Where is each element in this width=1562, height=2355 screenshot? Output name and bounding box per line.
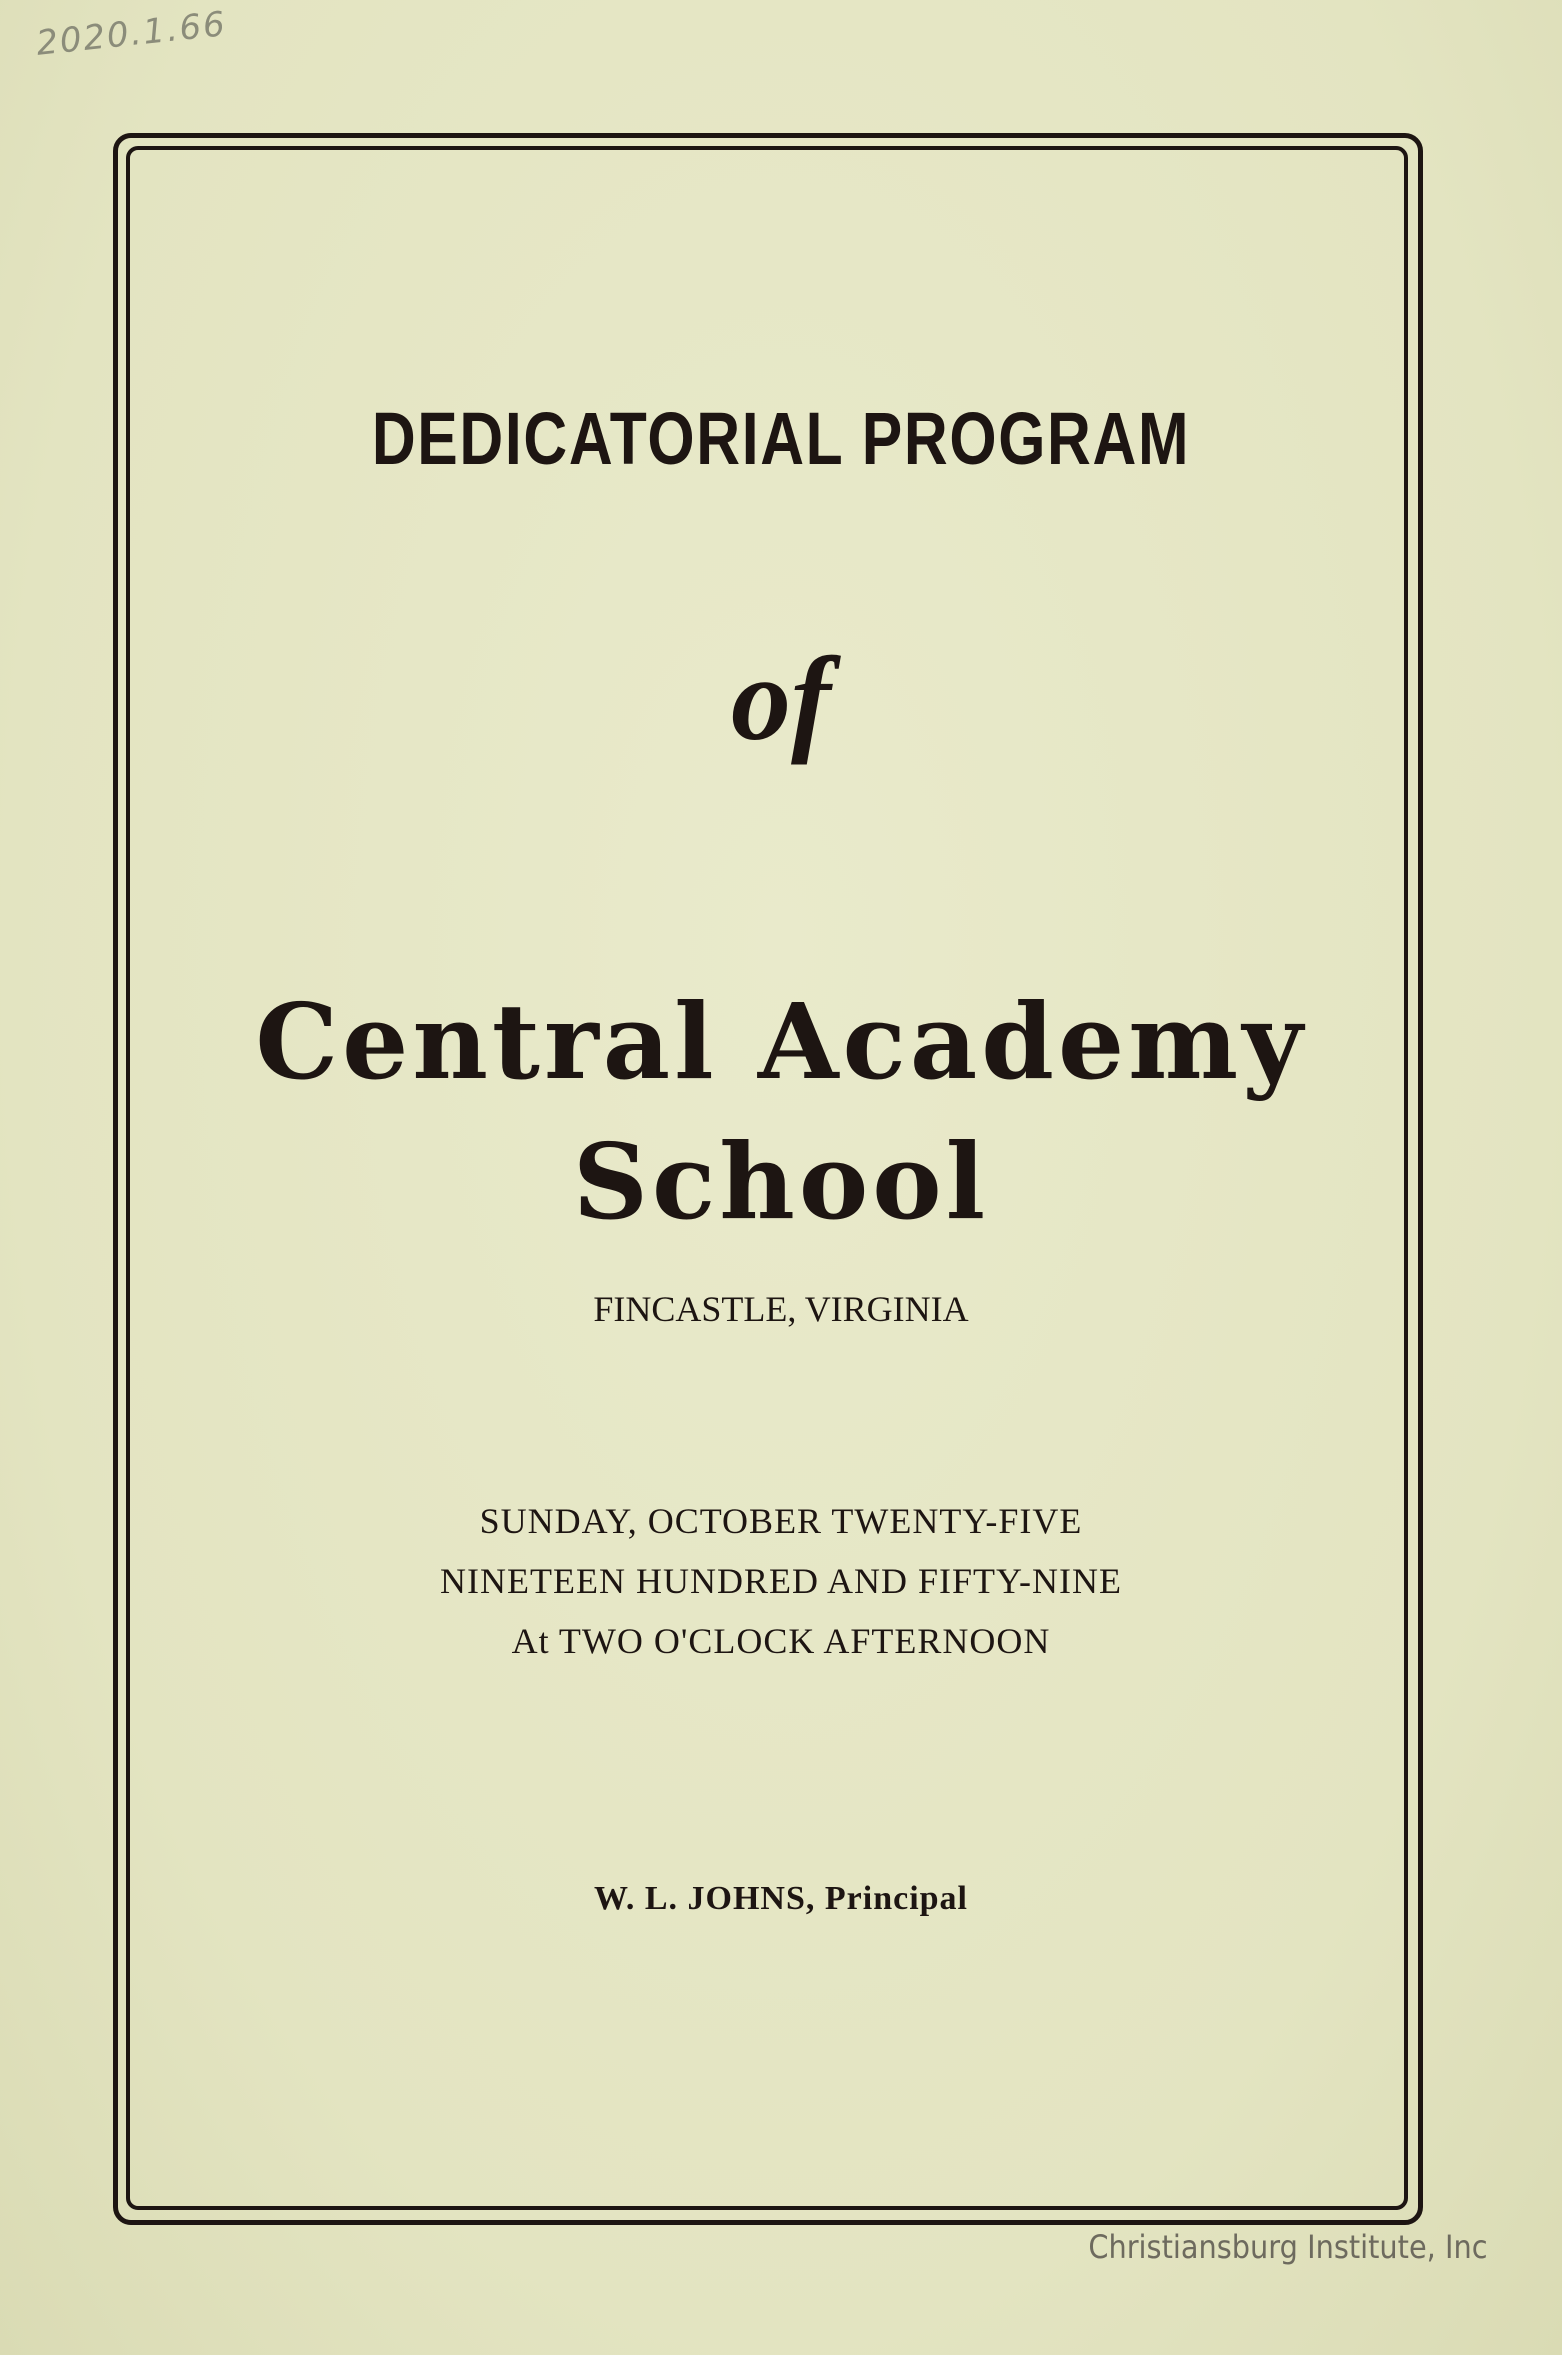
date-line-1: SUNDAY, OCTOBER TWENTY-FIVE [479,1501,1083,1541]
handwritten-accession-number: 2020.1.66 [34,4,229,64]
school-name-line1: Central Academy [255,980,1307,1103]
watermark: Christiansburg Institute, Inc [1088,2228,1488,2266]
school-name-line2: School [572,1120,990,1243]
principal: W. L. JOHNS, Principal [593,1880,969,1917]
time-line: At TWO O'CLOCK AFTERNOON [511,1621,1051,1661]
location: FINCASTLE, VIRGINIA [593,1289,969,1329]
connector-of: of [731,632,831,765]
date-line-2: NINETEEN HUNDRED AND FIFTY-NINE [440,1561,1122,1601]
program-title: DEDICATORIAL PROGRAM [371,397,1191,480]
